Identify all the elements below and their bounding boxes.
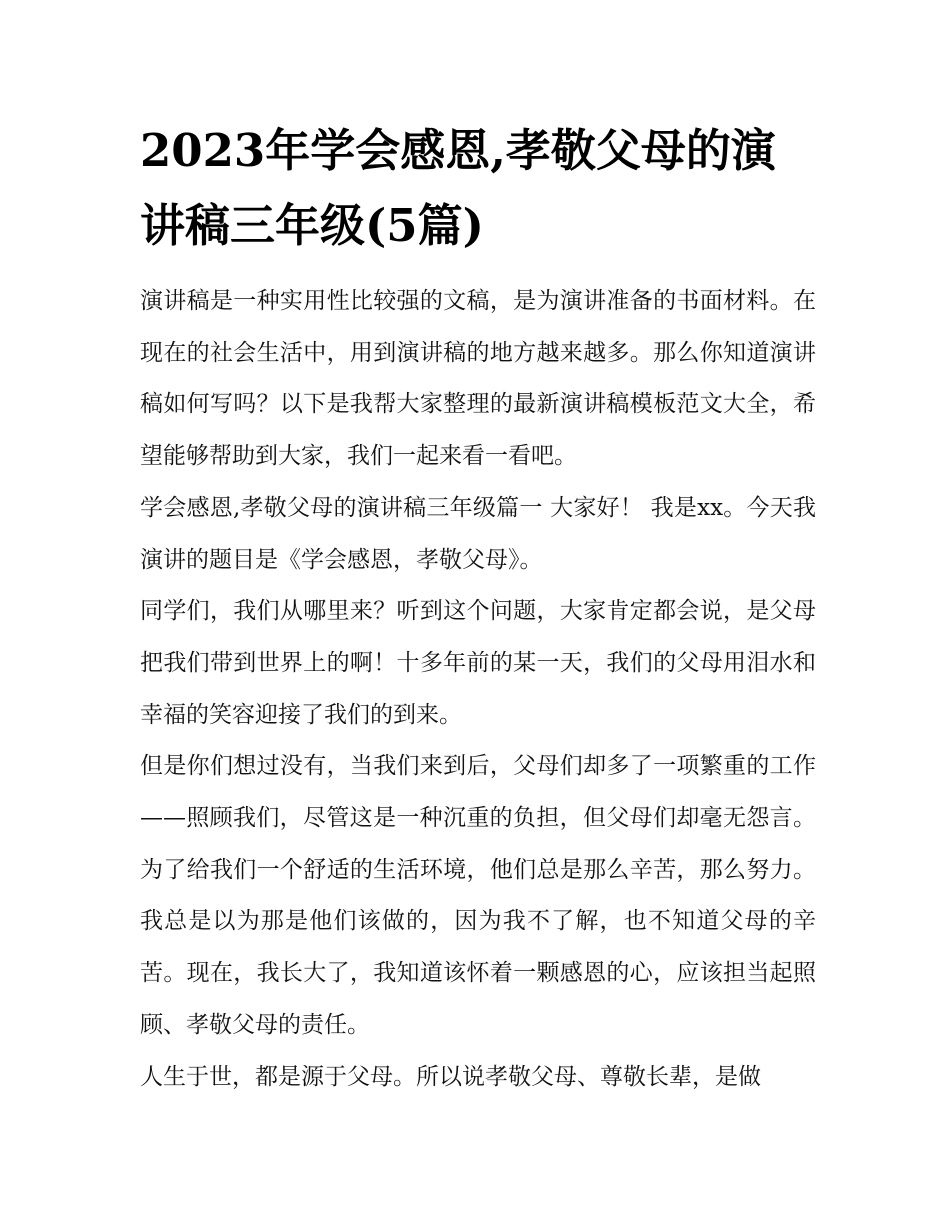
intro-paragraph: 演讲稿是一种实用性比较强的文稿，是为演讲准备的书面材料。在现在的社会生活中，用到演讲稿的地方越来越多。那么你知道演讲稿如何写吗？以下是我帮大家整理的最新演讲稿模板范文大全，希望能够帮助到大家，我们一起来看一看吧。 [140,288,816,470]
body-paragraph: 但是你们想过没有，当我们来到后，父母们却多了一项繁重的工作——照顾我们，尽管这是一种沉重的负担，但父母们却毫无怨言。为了给我们一个舒适的生活环境，他们总是那么辛苦，那么努力。我总是以为那是他们该做的，因为我不了解，也不知道父母的辛苦。现在，我长大了，我知道该怀着一颗感恩的心，应该担当起照顾、孝敬父母的责任。 [140,753,816,1038]
body-paragraph: 同学们，我们从哪里来？听到这个问题，大家肯定都会说，是父母把我们带到世界上的啊！十多年前的某一天，我们的父母用泪水和幸福的笑容迎接了我们的到来。 [140,598,816,728]
body-paragraph: 人生于世，都是源于父母。所以说孝敬父母、尊敬长辈，是做 [140,1063,761,1090]
speech-opening-paragraph: 学会感恩,孝敬父母的演讲稿三年级篇一 大家好！ 我是xx。今天我演讲的题目是《学会感恩，孝敬父母》。 [140,494,816,573]
document-body [140,276,816,1103]
document-title: 2023年学会感恩,孝敬父母的演讲稿三年级(5篇) [140,124,776,252]
